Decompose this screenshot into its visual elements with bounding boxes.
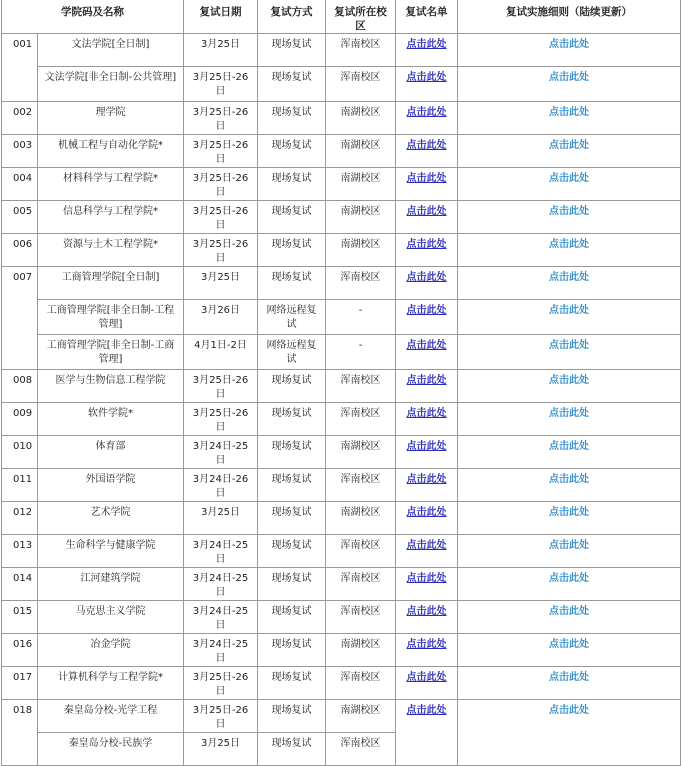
detail-link[interactable]: 点击此处 [549, 705, 589, 716]
detail-link[interactable]: 点击此处 [549, 639, 589, 650]
retest-mode: 网络远程复试 [258, 300, 326, 335]
retest-date: 3月25日 [184, 502, 258, 535]
college-code: 015 [2, 601, 38, 634]
retest-mode: 现场复试 [258, 634, 326, 667]
college-code: 005 [2, 201, 38, 234]
college-code: 007 [2, 267, 38, 370]
college-name: 冶金学院 [38, 634, 184, 667]
detail-link[interactable]: 点击此处 [549, 540, 589, 551]
college-code: 003 [2, 135, 38, 168]
detail-link[interactable]: 点击此处 [549, 39, 589, 50]
retest-date: 3月25日-26日 [184, 67, 258, 102]
college-name: 秦皇岛分校-民族学 [38, 733, 184, 766]
table-row [2, 300, 681, 335]
college-name: 机械工程与自动化学院* [38, 135, 184, 168]
retest-campus: 南湖校区 [326, 168, 396, 201]
header-mode: 复试方式 [258, 0, 326, 34]
retest-date: 3月25日-26日 [184, 234, 258, 267]
table-row [2, 568, 681, 601]
retest-campus: 浑南校区 [326, 267, 396, 300]
detail-link[interactable]: 点击此处 [549, 441, 589, 452]
retest-date: 3月25日 [184, 267, 258, 300]
retest-campus: 浑南校区 [326, 535, 396, 568]
retest-campus: - [326, 300, 396, 335]
college-code: 009 [2, 403, 38, 436]
list-link[interactable]: 点击此处 [406, 705, 447, 716]
detail-link[interactable]: 点击此处 [549, 140, 589, 151]
college-code: 018 [2, 700, 38, 766]
retest-campus: 南湖校区 [326, 634, 396, 667]
retest-mode: 现场复试 [258, 370, 326, 403]
retest-schedule-table [1, 0, 681, 766]
list-link[interactable]: 点击此处 [406, 573, 447, 584]
college-code: 011 [2, 469, 38, 502]
list-link[interactable]: 点击此处 [406, 173, 447, 184]
table-header-row [2, 0, 681, 34]
retest-date: 3月25日-26日 [184, 102, 258, 135]
retest-campus: 浑南校区 [326, 370, 396, 403]
college-code: 014 [2, 568, 38, 601]
list-link[interactable]: 点击此处 [406, 272, 447, 283]
table-row [2, 403, 681, 436]
college-name: 计算机科学与工程学院* [38, 667, 184, 700]
college-name: 医学与生物信息工程学院 [38, 370, 184, 403]
table-row [2, 469, 681, 502]
retest-date: 3月25日 [184, 733, 258, 766]
table-row [2, 201, 681, 234]
header-college: 学院码及名称 [2, 0, 184, 34]
retest-mode: 现场复试 [258, 67, 326, 102]
header-list: 复试名单 [396, 0, 458, 34]
retest-mode: 现场复试 [258, 535, 326, 568]
retest-campus: 浑南校区 [326, 403, 396, 436]
retest-mode: 现场复试 [258, 469, 326, 502]
table-row [2, 370, 681, 403]
list-link[interactable]: 点击此处 [406, 408, 447, 419]
college-name: 工商管理学院[非全日制-工程管理] [38, 300, 184, 335]
retest-date: 3月24日-25日 [184, 601, 258, 634]
table-row [2, 234, 681, 267]
table-row [2, 436, 681, 469]
college-name: 体育部 [38, 436, 184, 469]
retest-date: 3月24日-25日 [184, 568, 258, 601]
detail-link[interactable]: 点击此处 [549, 239, 589, 250]
list-link[interactable]: 点击此处 [406, 441, 447, 452]
table-row [2, 502, 681, 535]
retest-mode: 现场复试 [258, 502, 326, 535]
retest-date: 3月24日-25日 [184, 535, 258, 568]
list-link[interactable]: 点击此处 [406, 239, 447, 250]
retest-mode: 现场复试 [258, 201, 326, 234]
retest-date: 3月25日-26日 [184, 135, 258, 168]
list-link[interactable]: 点击此处 [406, 39, 447, 50]
detail-link[interactable]: 点击此处 [549, 173, 589, 184]
college-code: 013 [2, 535, 38, 568]
retest-campus: 南湖校区 [326, 102, 396, 135]
list-link[interactable]: 点击此处 [406, 107, 447, 118]
list-link[interactable]: 点击此处 [406, 140, 447, 151]
college-name: 理学院 [38, 102, 184, 135]
college-code: 017 [2, 667, 38, 700]
detail-link[interactable]: 点击此处 [549, 206, 589, 217]
college-code: 016 [2, 634, 38, 667]
detail-link[interactable]: 点击此处 [549, 272, 589, 283]
table-row [2, 700, 681, 733]
retest-campus: 浑南校区 [326, 733, 396, 766]
college-name: 艺术学院 [38, 502, 184, 535]
retest-mode: 网络远程复试 [258, 335, 326, 370]
detail-link[interactable]: 点击此处 [549, 340, 589, 351]
retest-date: 3月25日-26日 [184, 168, 258, 201]
retest-date: 3月25日-26日 [184, 667, 258, 700]
retest-campus: 浑南校区 [326, 34, 396, 67]
retest-campus: 浑南校区 [326, 667, 396, 700]
list-link[interactable]: 点击此处 [406, 206, 447, 217]
detail-link[interactable]: 点击此处 [549, 408, 589, 419]
college-name: 文法学院[全日制] [38, 34, 184, 67]
header-campus: 复试所在校区 [326, 0, 396, 34]
list-link[interactable]: 点击此处 [406, 340, 447, 351]
retest-date: 3月26日 [184, 300, 258, 335]
college-name: 工商管理学院[非全日制-工商管理] [38, 335, 184, 370]
retest-mode: 现场复试 [258, 168, 326, 201]
college-code: 012 [2, 502, 38, 535]
college-name: 江河建筑学院 [38, 568, 184, 601]
retest-mode: 现场复试 [258, 102, 326, 135]
detail-link[interactable]: 点击此处 [549, 606, 589, 617]
table-row [2, 67, 681, 102]
college-name: 信息科学与工程学院* [38, 201, 184, 234]
college-name: 软件学院* [38, 403, 184, 436]
header-date: 复试日期 [184, 0, 258, 34]
retest-date: 4月1日-2日 [184, 335, 258, 370]
retest-date: 3月25日-26日 [184, 370, 258, 403]
college-name: 材料科学与工程学院* [38, 168, 184, 201]
table-row [2, 335, 681, 370]
retest-campus: 南湖校区 [326, 700, 396, 733]
retest-mode: 现场复试 [258, 135, 326, 168]
retest-mode: 现场复试 [258, 667, 326, 700]
retest-campus: 南湖校区 [326, 234, 396, 267]
college-name: 马克思主义学院 [38, 601, 184, 634]
college-code: 002 [2, 102, 38, 135]
retest-campus: 南湖校区 [326, 502, 396, 535]
retest-campus: 浑南校区 [326, 568, 396, 601]
table-row [2, 601, 681, 634]
detail-link[interactable]: 点击此处 [549, 305, 589, 316]
header-detail: 复试实施细则（陆续更新） [458, 0, 681, 34]
retest-mode: 现场复试 [258, 700, 326, 733]
college-name: 生命科学与健康学院 [38, 535, 184, 568]
list-link[interactable]: 点击此处 [406, 639, 447, 650]
college-name: 资源与土木工程学院* [38, 234, 184, 267]
retest-date: 3月24日-25日 [184, 436, 258, 469]
list-link[interactable]: 点击此处 [406, 474, 447, 485]
retest-date: 3月25日-26日 [184, 700, 258, 733]
detail-link[interactable]: 点击此处 [549, 107, 589, 118]
retest-mode: 现场复试 [258, 568, 326, 601]
retest-campus: 南湖校区 [326, 201, 396, 234]
retest-campus: 南湖校区 [326, 135, 396, 168]
table-row [2, 267, 681, 300]
list-link[interactable]: 点击此处 [406, 305, 447, 316]
table-row [2, 34, 681, 67]
college-code: 001 [2, 34, 38, 102]
retest-mode: 现场复试 [258, 436, 326, 469]
retest-campus: 南湖校区 [326, 436, 396, 469]
college-code: 008 [2, 370, 38, 403]
retest-mode: 现场复试 [258, 403, 326, 436]
retest-date: 3月25日-26日 [184, 403, 258, 436]
retest-mode: 现场复试 [258, 601, 326, 634]
retest-date: 3月25日-26日 [184, 201, 258, 234]
college-code: 010 [2, 436, 38, 469]
college-name: 文法学院[非全日制-公共管理] [38, 67, 184, 102]
list-link[interactable]: 点击此处 [406, 672, 447, 683]
detail-link[interactable]: 点击此处 [549, 474, 589, 485]
list-link[interactable]: 点击此处 [406, 507, 447, 518]
list-link[interactable]: 点击此处 [406, 606, 447, 617]
detail-link[interactable]: 点击此处 [549, 72, 589, 83]
college-name: 工商管理学院[全日制] [38, 267, 184, 300]
list-link[interactable]: 点击此处 [406, 540, 447, 551]
table-row [2, 168, 681, 201]
retest-mode: 现场复试 [258, 733, 326, 766]
table-row [2, 667, 681, 700]
retest-mode: 现场复试 [258, 234, 326, 267]
table-row [2, 535, 681, 568]
detail-link[interactable]: 点击此处 [549, 507, 589, 518]
retest-mode: 现场复试 [258, 267, 326, 300]
retest-campus: - [326, 335, 396, 370]
list-link[interactable]: 点击此处 [406, 375, 447, 386]
college-code: 006 [2, 234, 38, 267]
college-name: 外国语学院 [38, 469, 184, 502]
detail-link[interactable]: 点击此处 [549, 375, 589, 386]
retest-campus: 浑南校区 [326, 469, 396, 502]
detail-link[interactable]: 点击此处 [549, 672, 589, 683]
table-row [2, 634, 681, 667]
detail-link[interactable]: 点击此处 [549, 573, 589, 584]
retest-date: 3月24日-25日 [184, 634, 258, 667]
college-code: 004 [2, 168, 38, 201]
retest-campus: 浑南校区 [326, 67, 396, 102]
list-link[interactable]: 点击此处 [406, 72, 447, 83]
retest-date: 3月25日 [184, 34, 258, 67]
retest-campus: 浑南校区 [326, 601, 396, 634]
retest-date: 3月24日-26日 [184, 469, 258, 502]
table-row [2, 135, 681, 168]
retest-mode: 现场复试 [258, 34, 326, 67]
table-row [2, 102, 681, 135]
college-name: 秦皇岛分校-光学工程 [38, 700, 184, 733]
